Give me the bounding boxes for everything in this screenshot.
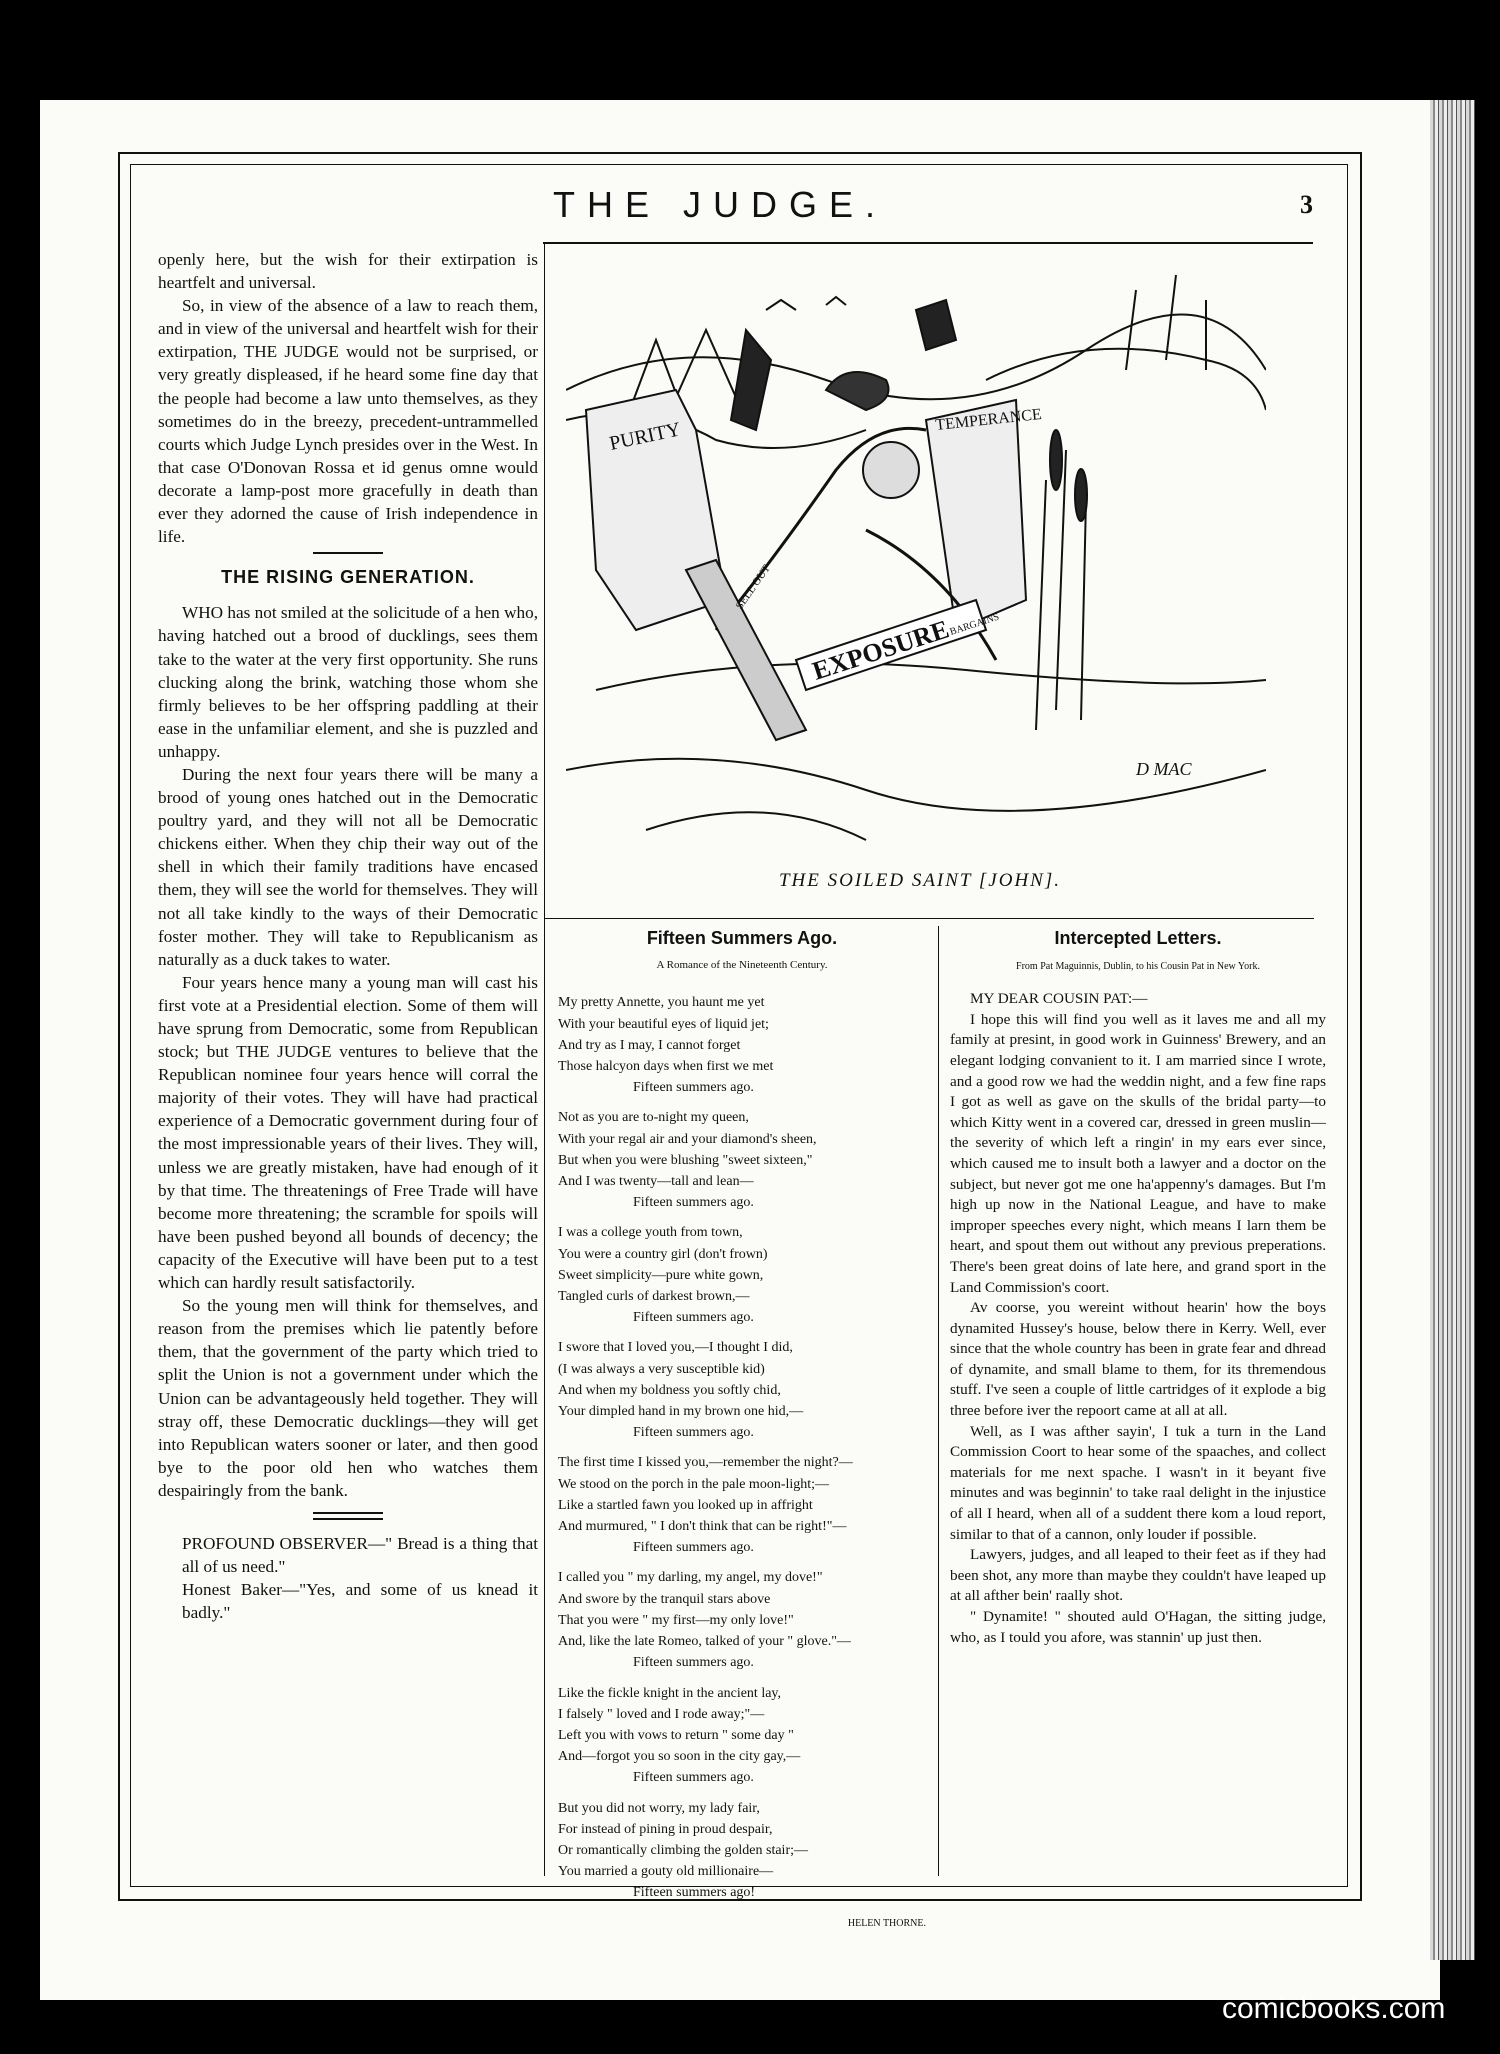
poem-stanza — [558, 992, 926, 1098]
body-paragraph-4: So the young men will think for themselves, and reason from the premises which lie patently before them, that the government of the party which tried to split the Union is not a government under which the Union can be advantageously held together. They will stray off, these Democratic ducklings—they will get into Republican waters sooner or later, and then good bye to the poor old hen who watches them despairingly from the bank. — [158, 1296, 538, 1500]
poem-stanza — [558, 1567, 926, 1673]
letters-salutation: MY DEAR COUSIN PAT:— — [970, 990, 1148, 1008]
poem-title: Fifteen Summers Ago. — [646, 928, 838, 948]
left-column — [158, 248, 538, 1624]
poem-line: Left you with vows to return " some day " — [558, 1727, 794, 1743]
column-divider-right — [938, 926, 939, 1876]
poem-line: I called you " my darling, my angel, my dove!" — [558, 1570, 823, 1586]
poem-refrain: Fifteen summers ago! — [633, 1885, 756, 1901]
letters-title: Intercepted Letters. — [1054, 928, 1222, 948]
poem-line: Like the fickle knight in the ancient lay, — [558, 1685, 782, 1701]
joke-line-1: PROFOUND OBSERVER—" Bread is a thing that all of us need." — [182, 1533, 538, 1577]
column-divider-left — [544, 242, 545, 1876]
sign-purity: PURITY — [607, 418, 683, 455]
poem-line: Not as you are to-night my queen, — [558, 1110, 749, 1126]
poem-line: Like a startled fawn you looked up in affright — [558, 1497, 813, 1513]
poem-stanza — [558, 1452, 926, 1558]
poem-line: But you did not worry, my lady fair, — [558, 1800, 760, 1816]
poem-refrain: Fifteen summers ago. — [633, 1310, 754, 1326]
poem-line: Those halcyon days when first we met — [558, 1059, 774, 1075]
joke-rule — [313, 1512, 383, 1514]
poem-stanzas — [558, 992, 926, 1903]
poem-refrain: Fifteen summers ago. — [633, 1655, 754, 1671]
label-bargains: BARGAINS — [948, 611, 1001, 638]
body-paragraph-3: Four years hence many a young man will cast his first vote at a Presidential election. Some of them will have sprung from Democratic, some from Republican stock; but THE JUDGE ventures to believe that the Republican nominee four years hence will corral the majority of their votes. They will have had practical experience of a Democratic government during four of the most impressionable years of their lives. They will, unless we are greatly mistaken, have had enough of it by that time. The threatenings of Free Trade will have become more threatening; the scramble for spoils will have been pushed beyond all bounds of decency; the capacity of the Executive will have been put to a test which can hardly result satisfactorily. — [158, 972, 538, 1293]
poem-column — [558, 928, 926, 1934]
joke-rule-2 — [313, 1518, 383, 1520]
book-binding — [1430, 100, 1475, 1960]
poem-line: That you were " my first—my only love!" — [558, 1612, 794, 1628]
joke-line-2: Honest Baker—"Yes, and some of us knead it badly." — [182, 1580, 538, 1623]
poem-line: (I was always a very susceptible kid) — [558, 1361, 765, 1377]
poem-refrain: Fifteen summers ago. — [633, 1195, 754, 1211]
section-heading: THE RISING GENERATION. — [221, 567, 475, 588]
sign-temperance: TEMPERANCE — [934, 405, 1043, 434]
masthead-rule — [543, 242, 1313, 244]
poem-line: And—forgot you so soon in the city gay,— — [558, 1749, 801, 1765]
cartoon-caption: THE SOILED SAINT [JOHN]. — [778, 870, 1061, 891]
artist-signature: D MAC — [1136, 759, 1192, 779]
poem-stanza — [558, 1683, 926, 1789]
poem-stanza — [558, 1798, 926, 1904]
poem-line: My pretty Annette, you haunt me yet — [558, 995, 765, 1011]
poem-line: And swore by the tranquil stars above — [558, 1591, 771, 1607]
poem-line: Your dimpled hand in my brown one hid,— — [558, 1404, 804, 1420]
poem-line: With your regal air and your diamond's sheen, — [558, 1131, 817, 1147]
body-paragraph-1: WHO has not smiled at the solicitude of a hen who, having hatched out a brood of ducklings, sees them take to the water at the very first opportunity. She runs clucking along the brink, watching those whom she firmly believes to be her offspring paddling at their ease in the unfamiliar element, and she is puzzled and unhappy. — [158, 603, 538, 761]
letters-subtitle: From Pat Maguinnis, Dublin, to his Cousin Pat in New York. — [1016, 960, 1260, 972]
letters-paragraph-1: I hope this will find you well as it laves me and all my family at presint, in good work in Guinness' Brewery, and an elegant lodging convanient to it. I am married since I wrote, and a good row we had the weddin night, and a few fine raps I got as well as gave on the skulls of the bridal party—to which Kitty went in a covered car, dressed in green muslin—the severity of which left a ringin' in my ears ever since, which caused me to insult both a lawyer and a doctor on the subject, but never got me one ha'appenny's damages. But I'm high up now in the National League, and have to make improper speeches every night, which means I larn them be heart, and spout them out without any previous preperations. There's been great doins of late here, and grand sport in the Land Commission's coort. — [950, 1010, 1326, 1296]
section-rule — [313, 552, 383, 554]
letters-paragraph-3: Well, as I was afther sayin', I tuk a turn in the Land Commission Coort to hear some of the spaaches, and collect materials for me next spache. I wasn't in it beyant five minutes and was beginnin' to take raal delight in the injustice of all I heard, when all of a suddent there kom a loud report, similar to that of a cannon, only louder if possible. — [950, 1422, 1326, 1543]
poem-line: And murmured, " I don't think that can be right!"— — [558, 1519, 847, 1535]
poem-line: And I was twenty—tall and lean— — [558, 1174, 754, 1190]
poem-line: And, like the late Romeo, talked of your " glove."— — [558, 1634, 851, 1650]
poem-stanza — [558, 1222, 926, 1328]
poem-line: Sweet simplicity—pure white gown, — [558, 1267, 764, 1283]
poem-line: And when my boldness you softly chid, — [558, 1382, 781, 1398]
poem-author: HELEN THORNE. — [847, 1917, 926, 1929]
poem-refrain: Fifteen summers ago. — [633, 1080, 754, 1096]
poem-line: You were a country girl (don't frown) — [558, 1246, 768, 1262]
masthead: THE JUDGE. — [552, 184, 887, 225]
poem-refrain: Fifteen summers ago. — [633, 1540, 754, 1556]
letters-column — [950, 928, 1326, 1648]
page-number: 3 — [1300, 190, 1313, 219]
letters-paragraph-5: " Dynamite! " shouted auld O'Hagan, the sitting judge, who, as I tould you afore, was stannin' up just then. — [950, 1608, 1326, 1646]
poem-line: For instead of pining in proud despair, — [558, 1821, 773, 1837]
intro-paragraph-1: openly here, but the wish for their extirpation is heartfelt and universal. — [158, 250, 538, 293]
poem-line: With your beautiful eyes of liquid jet; — [558, 1016, 769, 1032]
cartoon-illustration — [566, 270, 1266, 860]
poem-stanza — [558, 1107, 926, 1213]
poem-line: I was a college youth from town, — [558, 1225, 743, 1241]
poem-line: The first time I kissed you,—remember the night?— — [558, 1455, 853, 1471]
paper-exposure: EXPOSURE — [808, 614, 953, 686]
poem-refrain: Fifteen summers ago. — [633, 1770, 754, 1786]
body-paragraph-2: During the next four years there will be many a brood of young ones hatched out in the Democratic poultry yard, and they will not all be Democratic chickens either. When they chip their way out of the shell in which their family traditions have encased them, they will see the world for themselves. They will not all take kindly to the ways of their Democratic foster mother. They will take to Republicanism as naturally as a duck takes to water. — [158, 764, 538, 969]
watermark: comicbooks.com — [1222, 1992, 1446, 2025]
poem-refrain: Fifteen summers ago. — [633, 1425, 754, 1441]
poem-line: And try as I may, I cannot forget — [558, 1037, 741, 1053]
intro-paragraph-2: So, in view of the absence of a law to reach them, and in view of the universal and heartfelt wish for their extirpation, THE JUDGE would not be surprised, or very greatly displeased, if he heard some fine day that the people had become a law unto themselves, as they sometimes do in the breezy, precedent-untrammelled courts which Judge Lynch presides over in the West. In that case O'Donovan Rossa et id genus omne would decorate a lamp-post more gracefully in death than ever they adorned the cause of Irish independence in life. — [158, 296, 538, 547]
poem-line: I swore that I loved you,—I thought I did, — [558, 1340, 793, 1356]
poem-line: Or romantically climbing the golden stair;— — [558, 1842, 808, 1858]
letters-paragraph-4: Lawyers, judges, and all leaped to their feet as if they had been shot, any more than maybe they couldn't have leaped up at all afther bein' raally shot. — [950, 1546, 1326, 1605]
poem-stanza — [558, 1337, 926, 1443]
poem-line: We stood on the porch in the pale moon-light;— — [558, 1476, 830, 1492]
poem-line: Tangled curls of darkest brown,— — [558, 1289, 750, 1305]
poem-line: You married a gouty old millionaire— — [558, 1864, 774, 1880]
cartoon-bottom-rule — [544, 918, 1314, 919]
poem-line: I falsely " loved and I rode away;"— — [558, 1706, 765, 1722]
label-sell-out: SELL OUT — [733, 562, 773, 612]
poem-line: But when you were blushing "sweet sixteen," — [558, 1152, 813, 1168]
letters-paragraph-2: Av coorse, you wereint without hearin' how the boys dynamited Hussey's house, below there in Kerry. Well, ever since that the whole country has been in grate fear and dhread of dynamite, and small blame to them, for its thremendous stuff. I've seen a couple of little cartridges of it explode a big three before iver the repoort came at all at all. — [950, 1299, 1326, 1420]
poem-subtitle: A Romance of the Nineteenth Century. — [656, 959, 828, 972]
